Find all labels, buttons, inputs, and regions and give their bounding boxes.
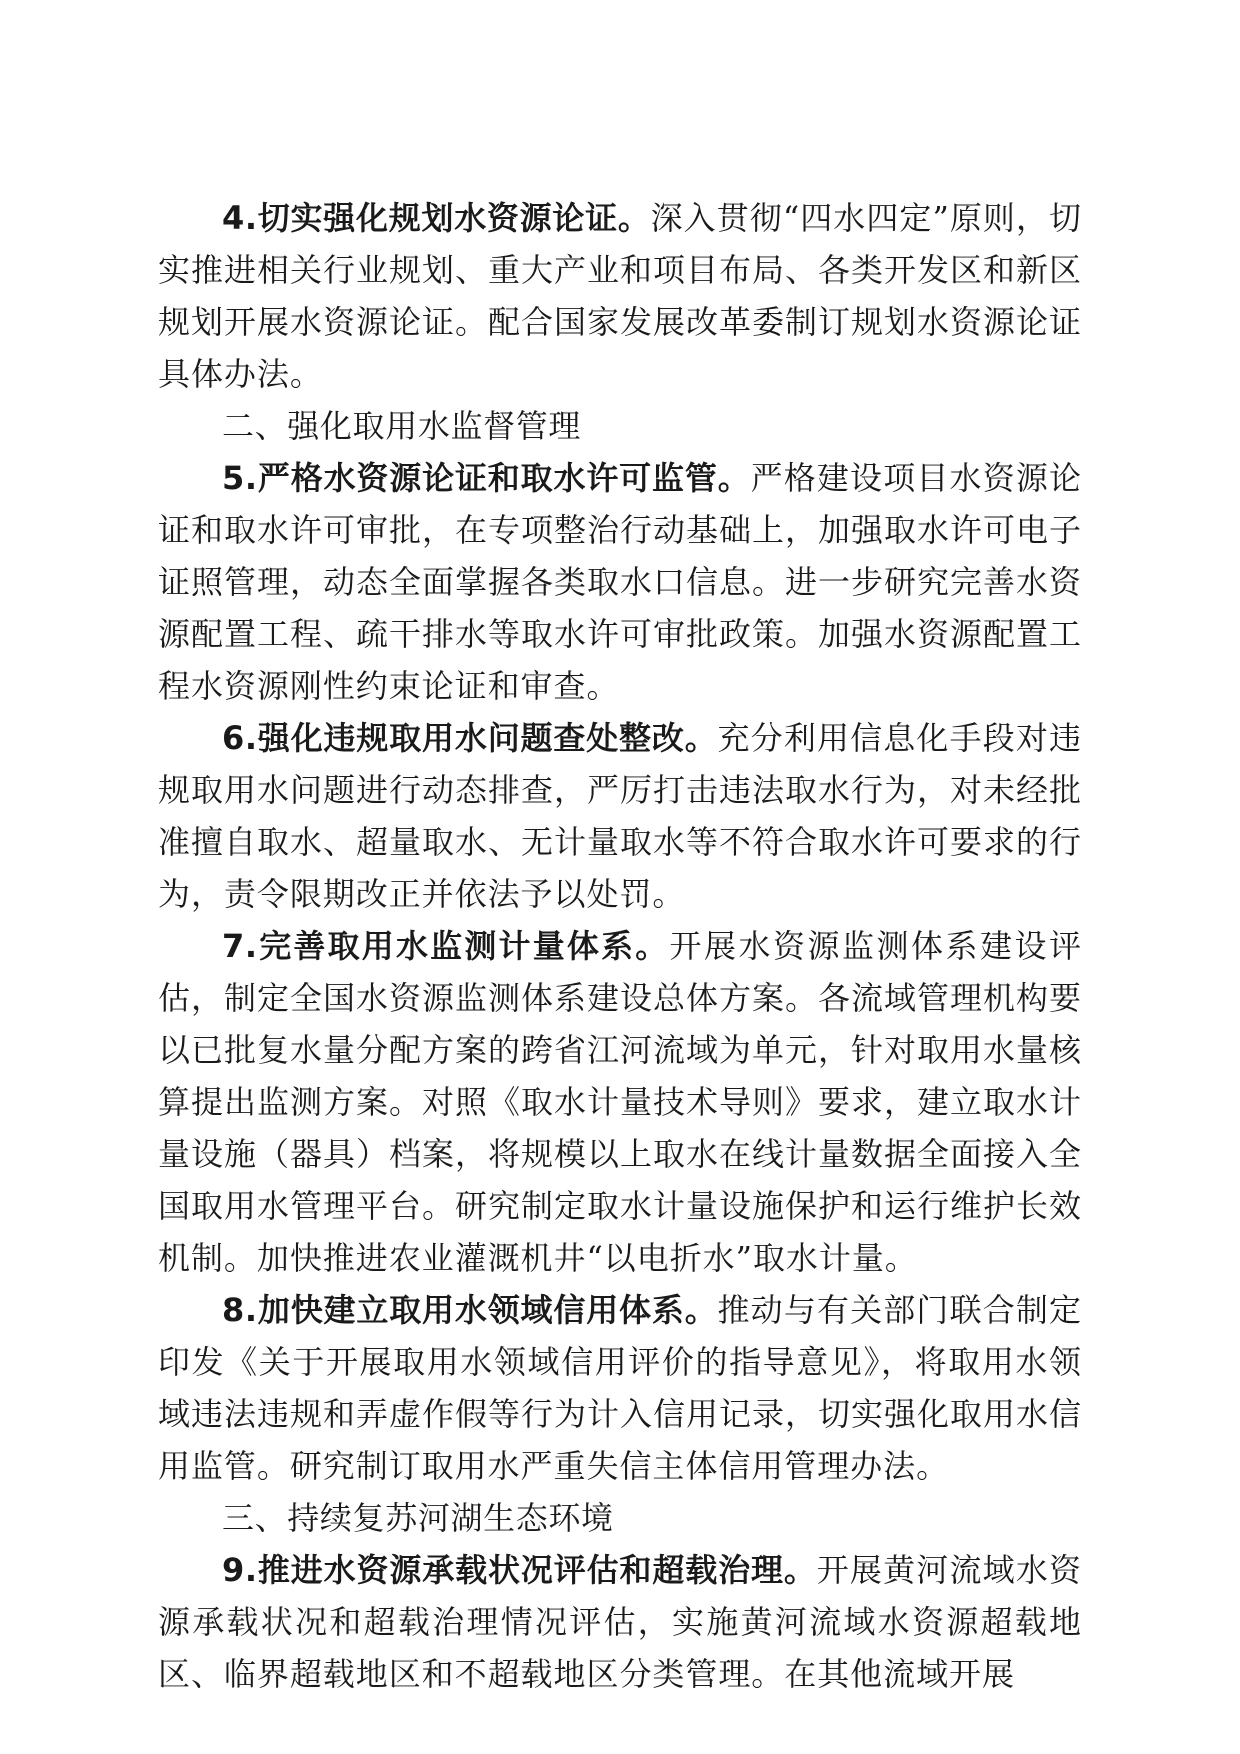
paragraph-item-8 — [158, 1284, 1082, 1492]
paragraph-body: 严格建设项目水资源论证和取水许可审批，在专项整治行动基础上，加强取水许可电子证照管理，动态全面掌握各类取水口信息。进一步研究完善水资源配置工程、疏干排水等取水许可审批政策。加强水资源配置工程水资源刚性约束论证和审查。 — [158, 459, 1082, 705]
paragraph-item-7 — [158, 920, 1082, 1284]
paragraph-lead: 4.切实强化规划水资源论证。 — [222, 199, 651, 237]
paragraph-body: 深入贯彻“四水四定”原则，切实推进相关行业规划、重大产业和项目布局、各类开发区和新区规划开展水资源论证。配合国家发展改革委制订规划水资源论证具体办法。 — [158, 199, 1082, 393]
paragraph-item-4 — [158, 192, 1082, 400]
paragraph-item-5 — [158, 452, 1082, 712]
paragraph-body: 推动与有关部门联合制定印发《关于开展取用水领域信用评价的指导意见》，将取用水领域违法违规和弄虚作假等行为计入信用记录，切实强化取用水信用监管。研究制订取用水严重失信主体信用管理办法。 — [158, 1291, 1082, 1485]
paragraph-lead: 9.推进水资源承载状况评估和超载治理。 — [222, 1551, 817, 1589]
paragraph-body: 充分利用信息化手段对违规取用水问题进行动态排查，严厉打击违法取水行为，对未经批准擅自取水、超量取水、无计量取水等不符合取水许可要求的行为，责令限期改正并依法予以处罚。 — [158, 719, 1082, 913]
document-page — [158, 192, 1082, 1700]
paragraph-body: 开展水资源监测体系建设评估，制定全国水资源监测体系建设总体方案。各流域管理机构要以已批复水量分配方案的跨省江河流域为单元，针对取用水量核算提出监测方案。对照《取水计量技术导则》要求，建立取水计量设施（器具）档案，将规模以上取水在线计量数据全面接入全国取用水管理平台。研究制定取水计量设施保护和运行维护长效机制。加快推进农业灌溉机井“以电折水”取水计量。 — [158, 927, 1082, 1277]
paragraph-item-6 — [158, 712, 1082, 920]
section-heading-3: 三、持续复苏河湖生态环境 — [222, 1499, 614, 1537]
paragraph-body: 开展黄河流域水资源承载状况和超载治理情况评估，实施黄河流域水资源超载地区、临界超载地区和不超载地区分类管理。在其他流域开展 — [158, 1551, 1082, 1693]
paragraph-lead: 5.严格水资源论证和取水许可监管。 — [222, 459, 751, 497]
paragraph-item-9 — [158, 1544, 1082, 1700]
paragraph-lead: 7.完善取用水监测计量体系。 — [222, 927, 670, 965]
paragraph-lead: 8.加快建立取用水领域信用体系。 — [222, 1291, 718, 1329]
paragraph-lead: 6.强化违规取用水问题查处整改。 — [222, 719, 718, 757]
section-heading-2: 二、强化取用水监督管理 — [222, 407, 582, 445]
